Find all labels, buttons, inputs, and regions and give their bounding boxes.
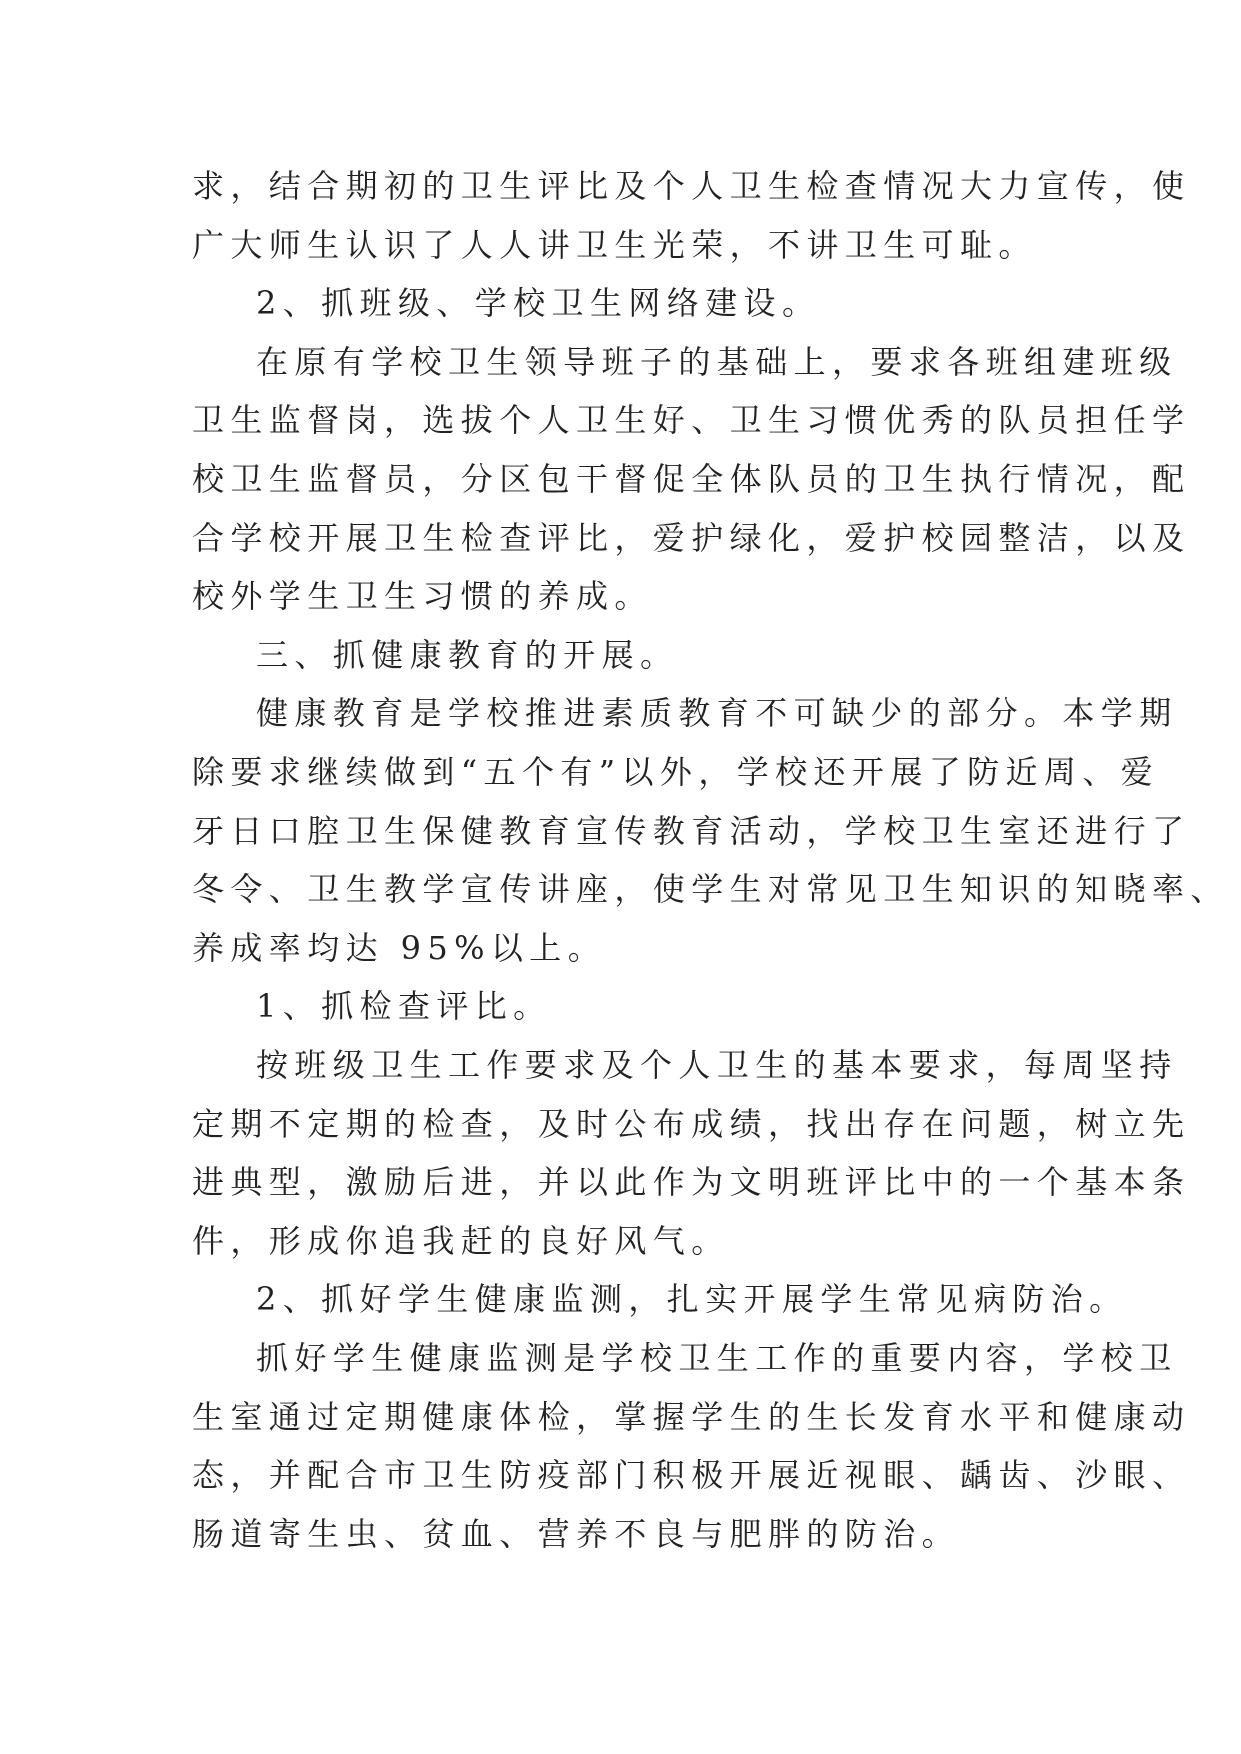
text-line: 合学校开展卫生检查评比，爱护绿化，爱护校园整洁，以及	[192, 519, 1191, 557]
text-line: 除要求继续做到“五个有”以外，学校还开展了防近周、爱	[192, 753, 1160, 791]
text-line: 校卫生监督员，分区包干督促全体队员的卫生执行情况，配	[192, 460, 1191, 498]
text-line: 态，并配合市卫生防疫部门积极开展近视眼、龋齿、沙眼、	[192, 1456, 1191, 1494]
section-heading: 2、抓班级、学校卫生网络建设。	[256, 284, 821, 322]
section-heading: 2、抓好学生健康监测，扎实开展学生常见病防治。	[256, 1280, 1128, 1318]
section-heading: 1、抓检查评比。	[256, 987, 552, 1025]
text-line: 卫生监督岗，选拔个人卫生好、卫生习惯优秀的队员担任学	[192, 401, 1191, 439]
text-line: 健康教育是学校推进素质教育不可缺少的部分。本学期	[256, 694, 1178, 732]
text-line: 定期不定期的检查，及时公布成绩，找出存在问题，树立先	[192, 1105, 1191, 1143]
text-line: 冬令、卫生教学宣传讲座，使学生对常见卫生知识的知晓率、	[192, 870, 1229, 908]
text-line: 校外学生卫生习惯的养成。	[192, 577, 653, 615]
text-line: 养成率均达 95%以上。	[192, 929, 607, 967]
text-line: 按班级卫生工作要求及个人卫生的基本要求，每周坚持	[256, 1046, 1178, 1084]
text-line: 肠道寄生虫、贫血、营养不良与肥胖的防治。	[192, 1515, 961, 1553]
text-line: 牙日口腔卫生保健教育宣传教育活动，学校卫生室还进行了	[192, 812, 1191, 850]
text-line: 进典型，激励后进，并以此作为文明班评比中的一个基本条	[192, 1163, 1191, 1201]
text-line: 求，结合期初的卫生评比及个人卫生检查情况大力宣传，使	[192, 167, 1191, 205]
text-line: 抓好学生健康监测是学校卫生工作的重要内容，学校卫	[256, 1339, 1178, 1377]
section-heading: 三、抓健康教育的开展。	[256, 636, 679, 674]
text-line: 件，形成你追我赶的良好风气。	[192, 1222, 730, 1260]
text-line: 生室通过定期健康体检，掌握学生的生长发育水平和健康动	[192, 1398, 1191, 1436]
text-line: 广大师生认识了人人讲卫生光荣，不讲卫生可耻。	[192, 226, 1037, 264]
text-line: 在原有学校卫生领导班子的基础上，要求各班组建班级	[256, 343, 1178, 381]
